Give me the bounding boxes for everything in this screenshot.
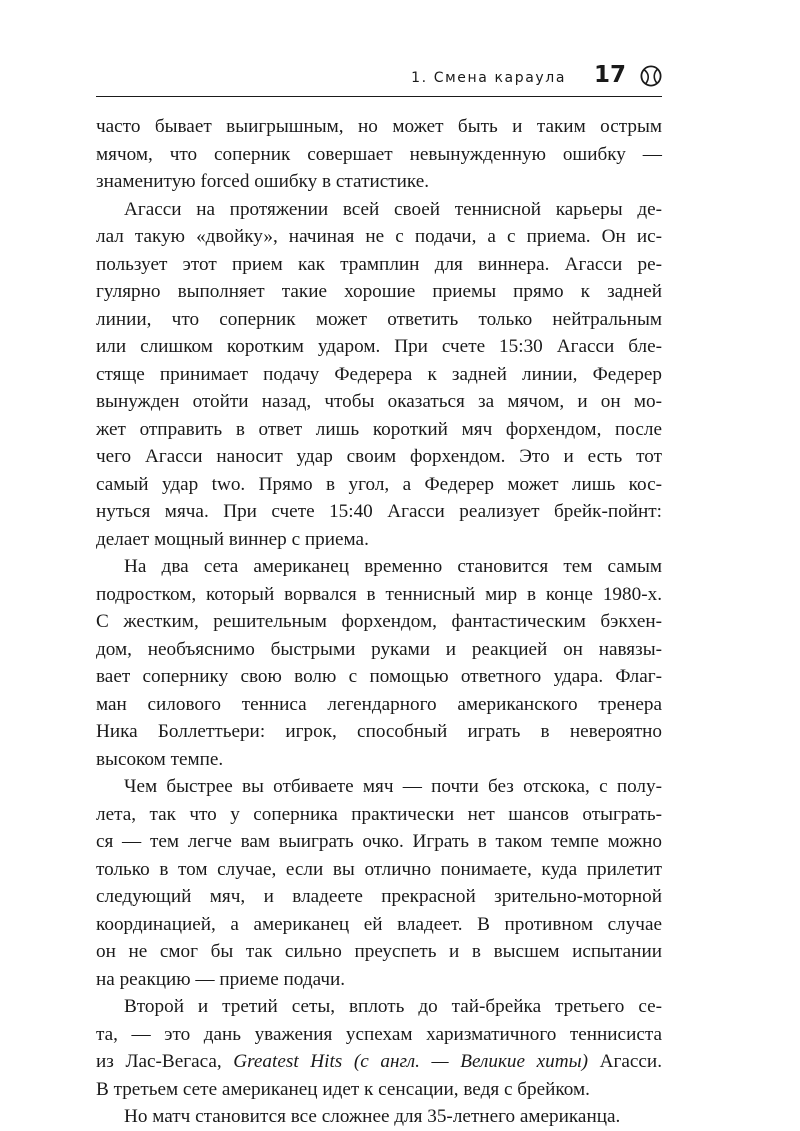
paragraph-6 [96,1103,662,1131]
text-line: подростком, который ворвался в теннисный мир в конце 1980-х. [96,583,662,605]
running-header [96,62,662,96]
text-line: Агасси на протяжении всей своей теннисной карьеры де- [124,198,662,220]
text-line: вает сопернику свою волю с помощью ответного удара. Флаг- [96,666,662,687]
text-line: он не смог бы так сильно преуспеть и в высшем испытании [96,941,662,962]
text-line: следующий мяч, и владеете прекрасной зрительно-моторной [96,886,662,907]
text-line: ся — тем легче вам выиграть очко. Играть в таком темпе можно [96,831,662,852]
paragraph-5 [96,993,662,1103]
text-line: Ника Боллеттьери: игрок, способный играть в невероятно [96,721,662,742]
text-line: та, — это дань уважения успехам харизматичного теннисиста [96,1023,662,1045]
text-line: Второй и третий сеты, вплоть до тай-брейка третьего се- [124,996,662,1017]
text-line: высоком темпе. [96,748,224,770]
text-line: На два сета американец временно становится тем самым [124,556,662,577]
text-line-mixed [96,1048,662,1076]
text-line: Чем быстрее вы отбиваете мяч — почти без отскока, с полу- [124,776,662,797]
paragraph-4 [96,773,662,993]
text-line: дом, необъяснимо быстрыми руками и реакцией он навязы- [96,638,662,660]
text-line: часто бывает выигрышным, но может быть и таким острым [96,116,662,137]
tennis-ball-icon [640,65,662,87]
text-line: мячом, что соперник совершает невынужденную ошибку — [96,143,662,165]
header-divider [96,96,662,97]
text-line: жет отправить в ответ лишь короткий мяч форхендом, после [96,418,662,440]
text-line: пользует этот прием как трамплин для виннера. Агасси ре- [96,253,662,275]
italic-title: Greatest Hits (с англ. — Великие хиты) [233,1051,589,1072]
text-line: только в том случае, если вы отлично понимаете, куда прилетит [96,858,662,880]
text-line: С жестким, решительным форхендом, фантастическим бэкхен- [96,611,662,632]
body-text [96,113,662,1131]
page-number: 17 [593,62,626,88]
text-line: нуться мяча. При счете 15:40 Агасси реализует брейк-пойнт: [96,501,662,522]
paragraph-2 [96,196,662,554]
text-line: на реакцию — приеме подачи. [96,968,346,990]
text-line: лал такую «двойку», начиная не с подачи, а с приема. Он ис- [96,226,662,247]
text-line: В третьем сете американец идет к сенсации, ведя с брейком. [96,1078,590,1100]
text-line: гулярно выполняет такие хорошие приемы прямо к задней [96,281,662,302]
paragraph-1 [96,113,662,196]
text-line: делает мощный виннер с приема. [96,528,369,550]
text-line: или слишком коротким ударом. При счете 15:30 Агасси бле- [96,336,662,357]
text-line: чего Агасси наносит удар своим форхендом. Это и есть тот [96,446,662,467]
text-segment: из Лас-Вегаса, [96,1051,234,1072]
paragraph-3 [96,553,662,773]
text-segment: Агасси. [588,1051,662,1072]
chapter-title: 1. Смена караула [411,70,566,86]
text-line: координацией, а американец ей владеет. В противном случае [96,913,662,935]
text-line: линии, что соперник может ответить только нейтральным [96,308,662,330]
text-line: стяще принимает подачу Федерера к задней линии, Федерер [96,363,662,385]
text-line: лета, так что у соперника практически нет шансов отыграть- [96,803,662,825]
text-line: вынужден отойти назад, чтобы оказаться за мячом, и он мо- [96,391,662,412]
text-line: знаменитую forced ошибку в статистике. [96,171,430,192]
text-line: Но матч становится все сложнее для 35-летнего американца. [124,1106,621,1127]
text-line: самый удар two. Прямо в угол, а Федерер может лишь кос- [96,473,662,495]
text-line: ман силового тенниса легендарного американского тренера [96,693,662,715]
